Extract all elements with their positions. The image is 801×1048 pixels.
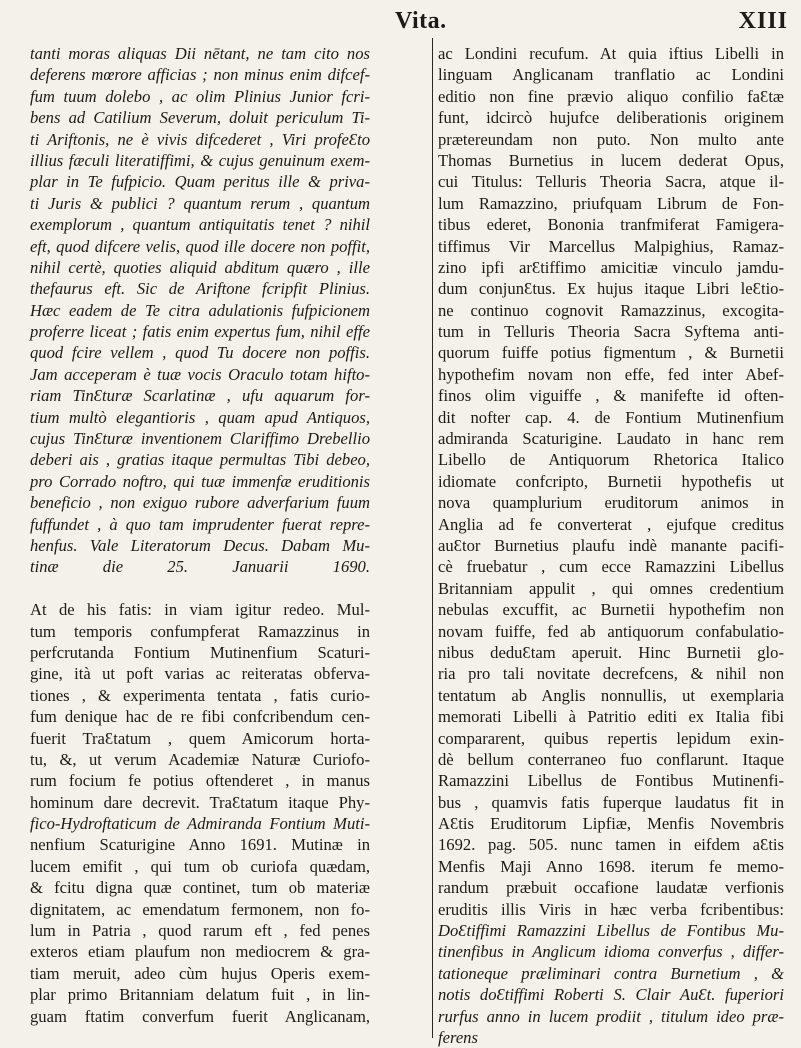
text-line: nihil certè, quoties aliquid abditum quæro , ille [30,257,370,277]
text-line: lucem emifit , qui tum ob curiofa quædam, [30,856,370,876]
text-line: tationeque præliminari contra Burnetium , & [438,963,784,983]
text-line: nibus deduƐtam aperuit. Hinc Burnetii glo- [438,642,784,662]
text-line: novam fuiffe, fed ab antiquorum confabulatio- [438,621,784,641]
text-line: memorati Libelli à Patritio editi ex Italia fibi [438,707,784,727]
text-line: perfcrutanda Fontium Mutinenfium Scaturi- [30,642,370,662]
text-line: Ramazzini Libellus de Fontibus Mutinenfi- [438,771,784,791]
text-line: cujus TinƐturæ inventionem Clariffimo Drebellio [30,429,370,449]
text-line: tentatum ab Anglis nonnullis, ut exemplaria [438,685,784,705]
text-line: thefaurus eft. Sic de Ariftone fcripfit Plinius. [30,279,370,299]
text-line: tum temporis confumpferat Ramazzinus in [30,621,370,641]
text-line: bens ad Catilium Severum, doluit periculum Ti- [30,108,370,128]
text-line: ria pro tali novitate decrefcens, & nihil non [438,664,784,684]
text-line: auƐtor Burnetius plaufu indè manante pacifi- [438,535,784,555]
text-line: dum conjunƐtus. Ex hujus itaque Libri leƐtio- [438,279,784,299]
text-line: tinenfibus in Anglicum idioma converfus , differ- [438,942,784,962]
text-line: ne continuo cognovit Ramazzinus, excogita- [438,300,784,320]
text-line: idiomate confcripto, Burnetii hypothefis ut [438,471,784,491]
text-line: ti Ariftonis, ne è vivis difcederet , Viri profeƐto [30,129,370,149]
text-line: fum tuum dolebo , ac olim Plinius Junior fcri- [30,86,370,106]
text-line: riam TinƐturæ Scarlatinæ , ufu aquarum for- [30,386,370,406]
text-line: finos olim viguiffe , & manifefte id often- [438,386,784,406]
text-line: plar primo Britanniam delatum fuit , in lin- [30,985,370,1005]
text-line: rurfus anno in lucem prodiit , titulum ideo præ- [438,1006,784,1026]
text-line: Hæc eadem de Te citra adulationis fufpicionem [30,300,370,320]
text-line: cui Titulus: Telluris Theoria Sacra, atque il- [438,172,784,192]
text-line: tium multò elegantioris , quam apud Antiquos, [30,407,370,427]
text-line: tanti moras aliquas Dii nētant, ne tam cito nos [30,44,370,63]
text-line: nebulas excuffit, ac Burnetii hypothefim non [438,600,784,620]
text-line: zino ipfi arƐtiffimo amicitiæ vinculo jamdu- [438,257,784,277]
text-line: rum focium fe potius oftenderet , in manus [30,771,370,791]
right-column [438,43,784,1048]
text-line: ferens [438,1027,478,1047]
text-line: plar in Te fufpicio. Quam peritus ille & priva- [30,172,370,192]
page-header [0,6,801,46]
text-line: illius fæculi literatiffimi, & cujus genuinum exem- [30,150,370,170]
text-line: DoƐtiffimi Ramazzini Libellus de Fontibus Mu- [438,921,784,941]
text-line: admiranda Scaturigine. Laudato in hanc rem [438,429,784,449]
text-line: nova quamplurium eruditorum animos in [438,493,784,513]
text-line: fuerit TraƐtatum , quem Amicorum horta- [30,728,370,748]
text-line: ac Londini recufum. At quia iftius Libelli in [438,44,784,63]
text-line: cè fruebatur , cum ecce Ramazzini Libellus [438,557,784,577]
text-line: Libello de Antiquorum Rhetorica Italico [438,450,784,470]
text-line: gine, ità ut poft varias ac reiteratas obferva- [30,664,370,684]
text-line [30,578,370,599]
running-title: Vita. [395,8,447,34]
text-line: & fcitu digna quæ continet, tum ob materiæ [30,878,370,898]
text-line: fuffundet , à quo tam imprudenter fuerat repre- [30,514,370,534]
text-line: deberi ais , gratias itaque permultas Tibi debeo, [30,450,370,470]
text-line: dignitatem, ac emendatum fermonem, non fo- [30,899,370,919]
text-line: funt, idcircò hujufce deliberationis originem [438,108,784,128]
text-line: lum Ramazzino, priufquam Librum de Fon- [438,193,784,213]
text-line: hominum dare decrevit. TraƐtatum itaque Phy- [30,792,370,812]
text-line: exteros etiam plaufum non mediocrem & gra- [30,942,370,962]
text-line: Jam acceperam è tuæ vocis Oraculo totam hifto- [30,364,370,384]
text-line: beneficio , non exiguo rubore adverfarium fuum [30,493,370,513]
text-line: compararent, quibus repertis lepidum exin- [438,728,784,748]
text-line: tinæ die 25. Januarii 1690. [30,557,370,577]
text-line: 1692. pag. 505. nunc tamen in eifdem aƐtis [438,835,784,855]
text-line: tibus ederet, Bononia tranfmiferat Famigera- [438,215,784,235]
text-line: tiones , & experimenta tentata , fatis curio- [30,685,370,705]
text-line: Menfis Maji Anno 1698. iterum fe memo- [438,856,784,876]
text-line: Thomas Burnetius in lucem dederat Opus, [438,150,784,170]
text-line: eft, quod difcere velis, quod ille docere non poffit, [30,236,370,256]
text-line: fico-Hydroftaticum de Admiranda Fontium Muti- [30,814,370,834]
text-line: dit nofter cap. 4. de Fontium Mutinenfium [438,407,784,427]
text-line: quorum fuiffe potius figmentum , & Burnetii [438,343,784,363]
text-line: editio non fine prævio aliquo confilio faƐtæ [438,86,784,106]
text-line: At de his fatis: in viam igitur redeo. Mul- [30,600,370,620]
text-line: tu, &, ut verum Academiæ Naturæ Curiofo- [30,749,370,769]
text-line: Anglia ad fe converterat , ejufque creditus [438,514,784,534]
text-line: quod fcire vellem , quod Tu docere non poffis. [30,343,370,363]
text-line: tiam meruit, adeo cùm hujus Operis exem- [30,963,370,983]
text-line: pro Corrado noftro, qui tuæ immenfæ eruditionis [30,471,370,491]
text-line: fum denique hac de re fibi confcribendum cen- [30,707,370,727]
text-line: tum in Telluris Theoria Sacra Syftema anti- [438,322,784,342]
text-line: guam ftatim converfum fuerit Anglicanam, [30,1006,370,1026]
text-line: hypothefim novam non effe, fed inter Abef- [438,364,784,384]
text-line: henfus. Vale Literatorum Decus. Dabam Mu- [30,535,370,555]
text-line: proferre liceat ; fatis enim expertus fum, nihil effe [30,322,370,342]
text-line: linguam Anglicanam tranflatio ac Londini [438,65,784,85]
page-number: XIII [738,8,788,34]
text-line: prætereundam non puto. Non multo ante [438,129,784,149]
text-line: ti Juris & publici ? quantum rerum , quantum [30,193,370,213]
text-line: deferens mœrore afficias ; non minus enim difcef- [30,65,370,85]
text-line: AƐtis Eruditorum Lipfiæ, Menfis Novembris [438,814,784,834]
text-line: lum in Patria , quod rarum eft , fed penes [30,921,370,941]
text-line: bus , quamvis fatis fuperque laudatus fit in [438,792,784,812]
text-line: eruditis illis Viris in hæc verba fcribentibus: [438,899,784,919]
text-line: nenfium Scaturigine Anno 1691. Mutinæ in [30,835,370,855]
text-line: notis doƐtiffimi Roberti S. Clair AuƐt. fuperiori [438,985,784,1005]
text-line: tiffimus Vir Marcellus Malpighius, Ramaz- [438,236,784,256]
text-line: dè bellum conterraneo fuo conflarunt. Itaque [438,749,784,769]
text-line: Britanniam appulit , qui omnes credentium [438,578,784,598]
text-line: exemplorum , quantum antiquitatis tenet ? nihil [30,215,370,235]
column-divider [432,38,433,1038]
text-line: randum præbuit occafione laudatæ verfionis [438,878,784,898]
left-column [30,43,370,1027]
